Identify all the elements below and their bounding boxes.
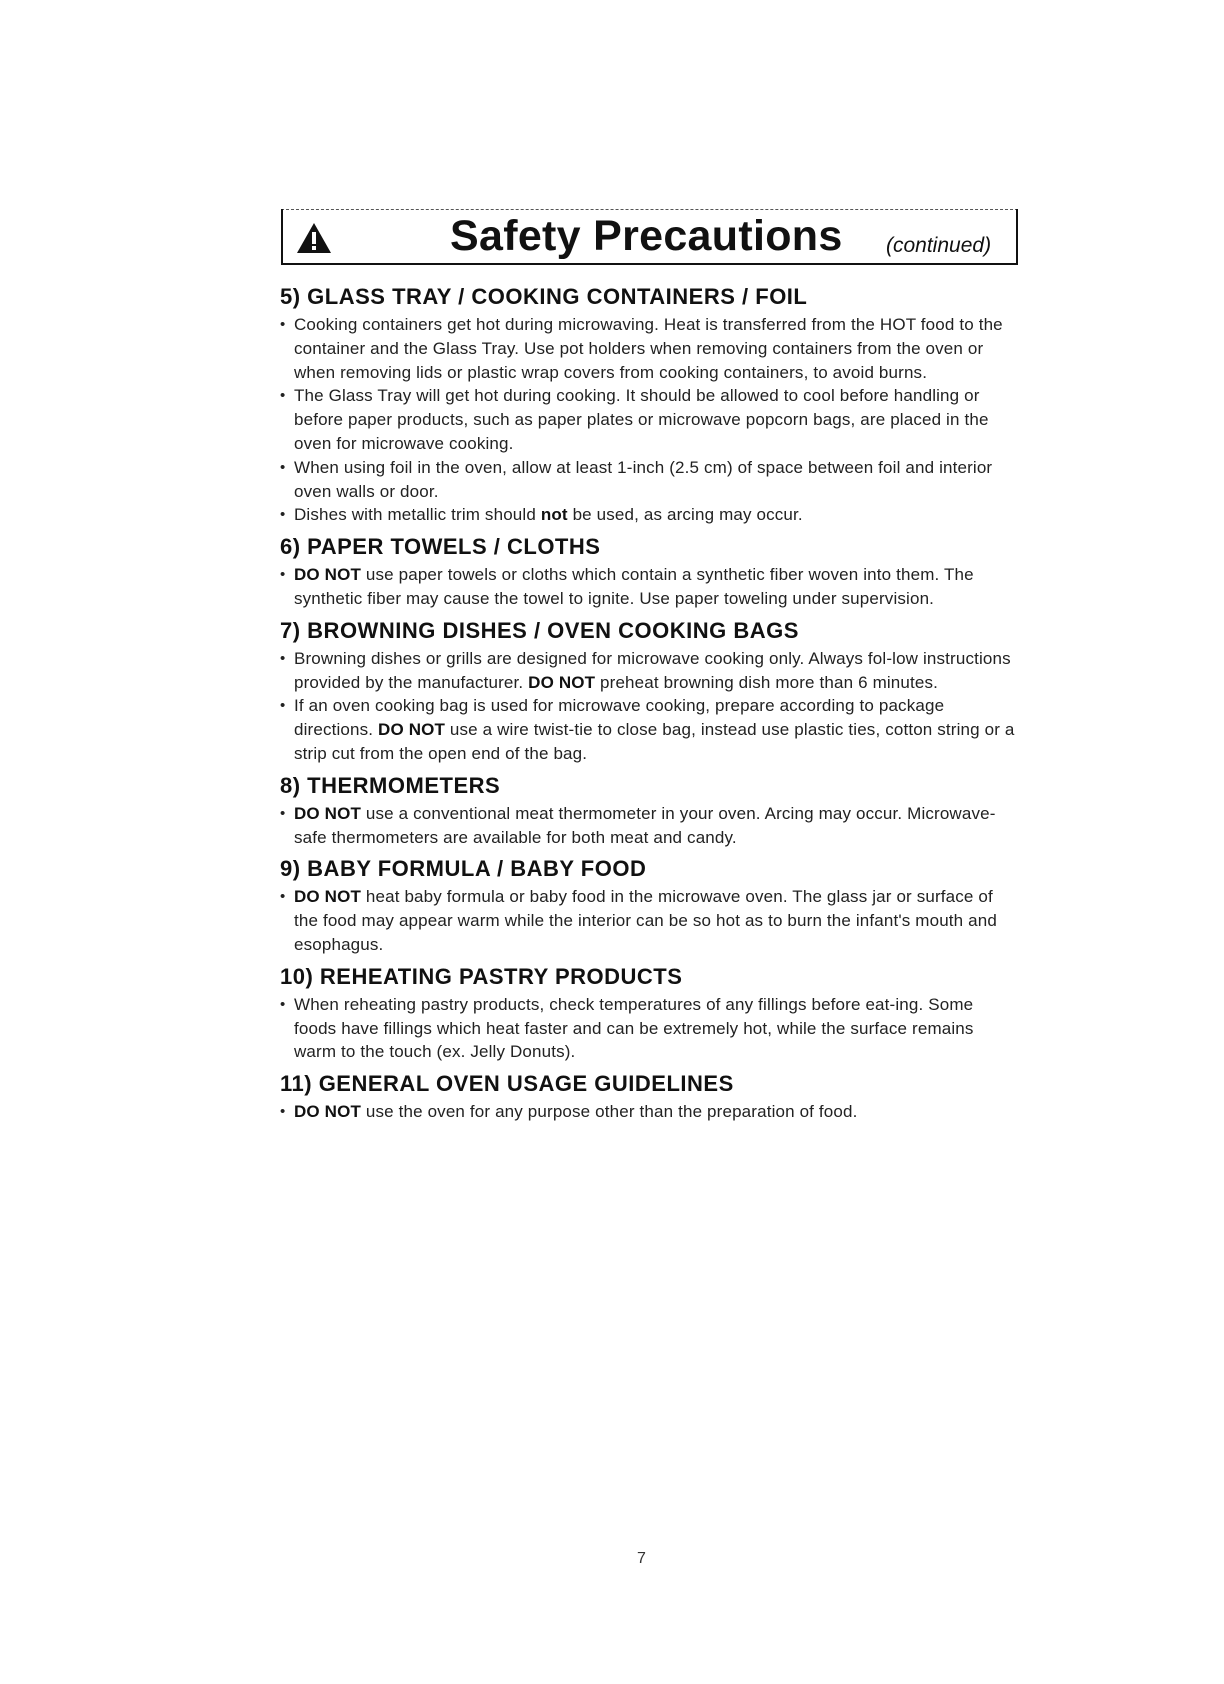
bold-text: DO NOT <box>378 720 446 740</box>
bullet-item <box>280 885 1020 956</box>
section-heading: 8) THERMOMETERS <box>280 772 501 798</box>
bullet-item <box>280 313 1020 384</box>
bold-text: DO NOT <box>294 803 362 823</box>
bold-text: DO NOT <box>294 887 362 907</box>
bullet-item <box>280 1100 1020 1124</box>
text-run: Cooking containers get hot during microwaving. Heat is transferred from the HOT food to the container and the Glass Tray. Use pot holders when removing containers from the oven or when removing lids or plastic wrap covers from cooking containers, to avoid burns. <box>294 315 1003 382</box>
text-run: The Glass Tray will get hot during cooking. It should be allowed to cool before handling or before paper products, such as paper plates or microwave popcorn bags, are placed in the oven for microwave cooking. <box>294 386 989 453</box>
text-run: When reheating pastry products, check temperatures of any fillings before eat-ing. Some foods have fillings which heat faster and can be extremely hot, while the surface remains warm to the touch (ex. Jelly Donuts). <box>294 994 974 1062</box>
bullet-item <box>280 456 1020 504</box>
page-title: Safety Precautions <box>450 212 843 260</box>
bullet-item <box>280 993 1020 1064</box>
text-run: use paper towels or cloths which contain a synthetic fiber woven into them. The synthetic fiber may cause the towel to ignite. Use paper toweling under supervision. <box>294 565 974 608</box>
section-heading: 11) GENERAL OVEN USAGE GUIDELINES <box>280 1071 734 1097</box>
section <box>280 854 1020 956</box>
continued-label: (continued) <box>886 234 992 257</box>
text-run: If an oven cooking bag is used for microwave cooking, prepare according to package directions. <box>294 696 945 740</box>
section <box>280 282 1020 527</box>
bold-text: DO NOT <box>528 672 596 692</box>
bold-text: not <box>540 505 568 525</box>
sections-container <box>280 282 1020 1129</box>
section <box>280 532 1020 611</box>
section-heading: 10) REHEATING PASTRY PRODUCTS <box>280 963 683 989</box>
bold-text: DO NOT <box>294 1102 362 1122</box>
text-run: use a conventional meat thermometer in your oven. Arcing may occur. Microwave-safe thermometers are available for both meat and candy. <box>294 803 996 847</box>
bullet-item <box>280 503 1020 527</box>
text-run: use the oven for any purpose other than the preparation of food. <box>361 1102 858 1122</box>
bullet-item <box>280 802 1020 850</box>
section <box>280 962 1020 1064</box>
section-heading: 6) PAPER TOWELS / CLOTHS <box>280 534 601 560</box>
section <box>280 616 1020 766</box>
text-run: Dishes with metallic trim should <box>294 505 541 525</box>
text-run: Browning dishes or grills are designed for microwave cooking only. Always fol-low instructions provided by the manufacturer. <box>294 648 1011 692</box>
page-number: 7 <box>637 1550 646 1567</box>
text-run: heat baby formula or baby food in the microwave oven. The glass jar or surface of the food may appear warm while the interior can be so hot as to burn the infant's mouth and esophagus. <box>294 887 997 954</box>
bold-text: DO NOT <box>294 565 362 585</box>
text-run: be used, as arcing may occur. <box>567 505 803 525</box>
bullet-item <box>280 694 1020 765</box>
bullet-item <box>280 563 1020 611</box>
section-heading: 9) BABY FORMULA / BABY FOOD <box>280 856 647 882</box>
section <box>280 1069 1020 1124</box>
text-run: use a wire twist-tie to close bag, instead use plastic ties, cotton string or a strip cut from the open end of the bag. <box>294 720 1015 763</box>
section-heading: 7) BROWNING DISHES / OVEN COOKING BAGS <box>280 617 799 643</box>
warning-icon <box>296 222 332 254</box>
text-run: preheat browning dish more than 6 minutes. <box>595 672 939 692</box>
text-run: When using foil in the oven, allow at least 1-inch (2.5 cm) of space between foil and interior oven walls or door. <box>294 457 993 501</box>
section <box>280 771 1020 850</box>
bullet-item <box>280 647 1020 695</box>
bullet-item <box>280 384 1020 455</box>
section-heading: 5) GLASS TRAY / COOKING CONTAINERS / FOIL <box>280 284 808 309</box>
